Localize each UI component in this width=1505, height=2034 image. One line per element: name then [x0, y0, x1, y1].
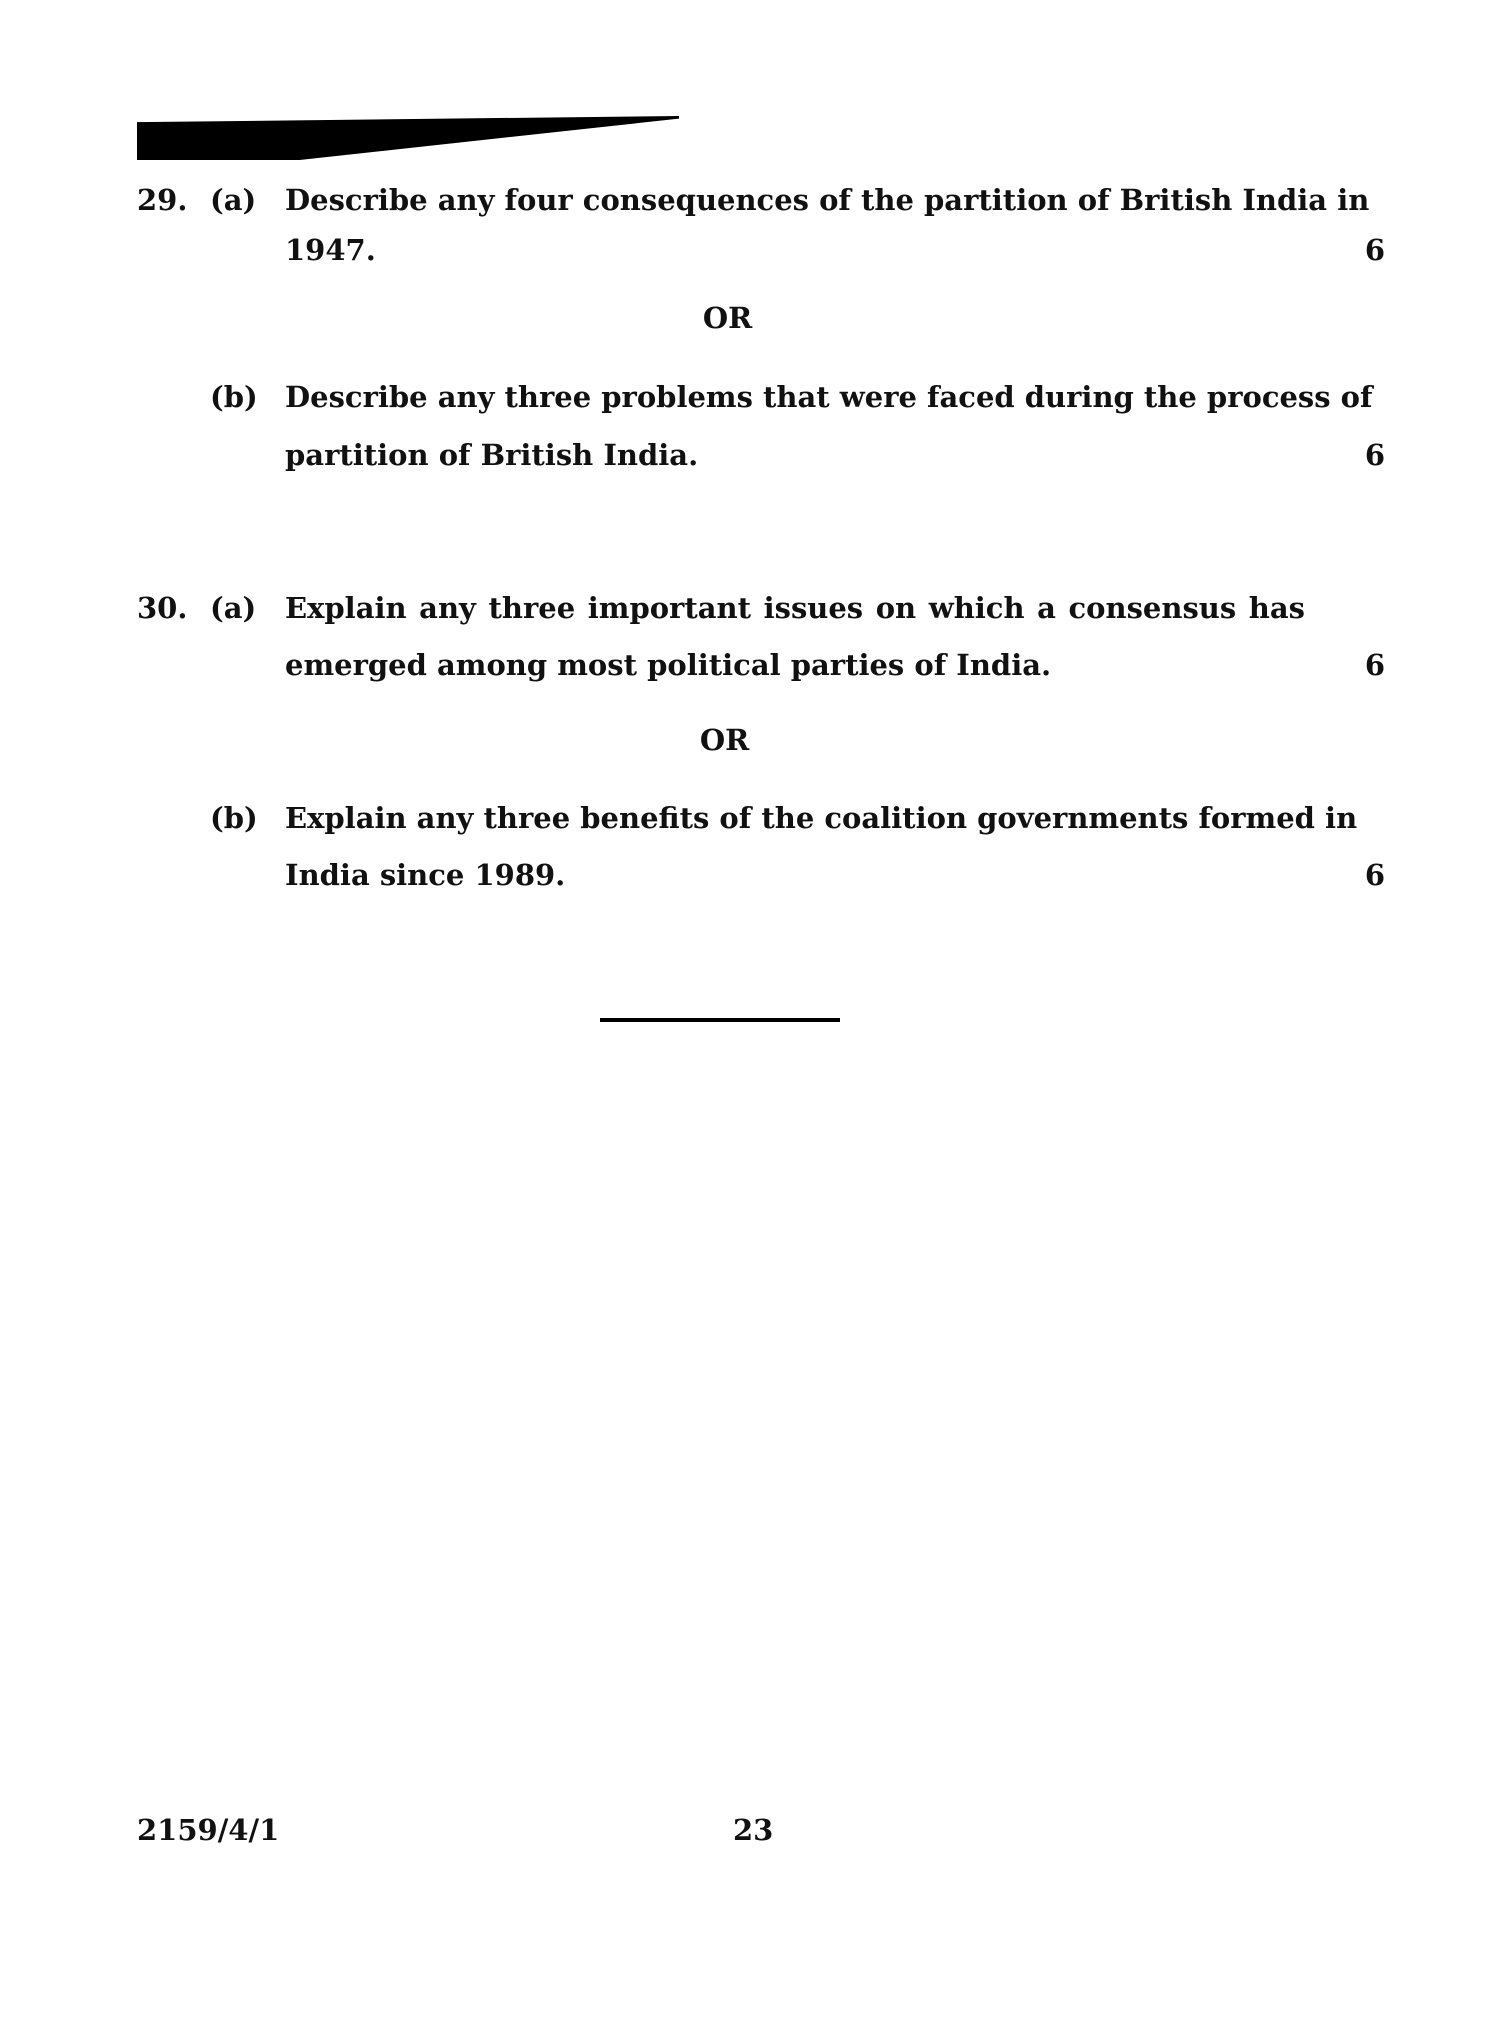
marks: 6 — [1364, 648, 1385, 682]
marks: 6 — [1364, 858, 1385, 892]
question-text-line: 1947. — [285, 233, 376, 267]
part-label: (a) — [210, 591, 257, 625]
marks: 6 — [1364, 438, 1385, 472]
question-text-line: Describe any four consequences of the partition of British India in — [285, 183, 1370, 217]
question-text-line: partition of British India. — [285, 438, 699, 472]
marks: 6 — [1364, 233, 1385, 267]
question-text-line: India since 1989. — [285, 858, 566, 892]
question-text-line: Explain any three benefits of the coalition governments formed in — [285, 801, 1358, 835]
question-text-line: emerged among most political parties of India. — [285, 648, 1052, 682]
or-separator: OR — [699, 723, 750, 757]
page-number: 23 — [733, 1813, 774, 1847]
question-text-line: Describe any three problems that were faced during the process of — [285, 380, 1373, 414]
question-text-line: Explain any three important issues on which a consensus has — [285, 591, 1305, 625]
part-label: (b) — [210, 801, 258, 835]
part-label: (a) — [210, 183, 257, 217]
redaction-bar — [137, 116, 679, 160]
part-label: (b) — [210, 380, 258, 414]
or-separator: OR — [702, 301, 753, 335]
paper-code: 2159/4/1 — [137, 1813, 280, 1847]
question-number: 30. — [137, 591, 188, 625]
end-divider — [600, 1018, 840, 1022]
question-number: 29. — [137, 183, 188, 217]
